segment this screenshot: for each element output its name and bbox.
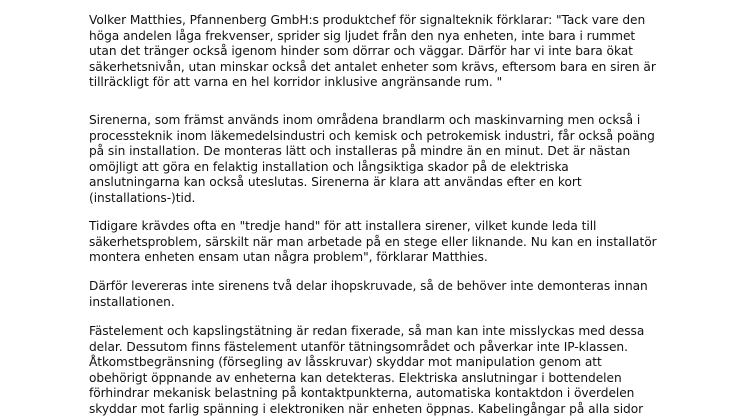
paragraph-fastening	[89, 324, 739, 417]
paragraph-installation	[89, 113, 739, 206]
text-line: montera enheten ensam utan några problem", förklarar Matthies.	[89, 250, 488, 264]
text-line: förhindrar mekanisk belastning på kontaktpunkterna, automatiska kontaktdon i överdelen	[89, 386, 635, 400]
paragraph-quote-matthies	[89, 13, 739, 91]
text-line: säkerhetsproblem, särskilt när man arbetade på en stege eller liknande. Nu kan en installatör	[89, 234, 657, 249]
text-line: delar. Dessutom finns fästelement utanför tätningsområdet och påverkar inte IP-klassen.	[89, 339, 628, 354]
text-line: Åtkomstbegränsning (försegling av låsskruvar) skyddar mot manipulation genom att	[89, 355, 602, 369]
paragraph-third-hand	[89, 219, 739, 266]
text-line: säkerhetsnivån, utan minskar också det antalet enheter som krävs, eftersom bara en siren är	[89, 59, 656, 74]
text-line: Tidigare krävdes ofta en "tredje hand" för att installera sirener, vilket kunde leda till	[89, 219, 597, 233]
text-line: obehörigt öppnande av enheterna kan detekteras. Elektriska anslutningar i bottendelen	[89, 370, 622, 385]
text-line: Volker Matthies, Pfannenberg GmbH:s produktchef för signalteknik förklarar: "Tack vare den	[89, 13, 646, 27]
text-line: Därför levereras inte sirenens två delar ihopskruvade, så de behöver inte demonteras innan	[89, 279, 648, 293]
text-line: tillräckligt för att varna en hel korridor inklusive angränsande rum. "	[89, 75, 503, 89]
text-line: processteknik inom läkemedelsindustri och kemisk och petrokemisk industri, får också poäng	[89, 128, 655, 143]
text-line: (installations-)tid.	[89, 190, 196, 205]
text-line: Sirenerna, som främst används inom områdena brandlarm och maskinvarning men också i	[89, 113, 641, 127]
text-line: skyddar mot farlig spänning i elektroniken när enheten öppnas. Kabelingångar på alla sidor	[89, 401, 644, 416]
text-line: Fästelement och kapslingstätning är redan fixerade, så man kan inte misslyckas med dessa	[89, 324, 645, 338]
text-line: installationen.	[89, 294, 175, 309]
paragraph-delivery	[89, 279, 739, 310]
text-line: omöjligt att göra en felaktig installation och långsiktiga skador på de elektriska	[89, 159, 569, 174]
text-line: utan det tränger också igenom hinder som dörrar och väggar. Därför har vi inte bara ökat	[89, 44, 633, 58]
text-line: anslutningarna kan också uteslutas. Sirenerna är klara att användas efter en kort	[89, 175, 582, 189]
text-line: på sin installation. De monteras lätt och installeras på mindre än en minut. Det är nästan	[89, 144, 631, 158]
text-line: höga andelen låga frekvenser, sprider sig ljudet från den nya enheten, inte bara i rummet	[89, 28, 636, 43]
